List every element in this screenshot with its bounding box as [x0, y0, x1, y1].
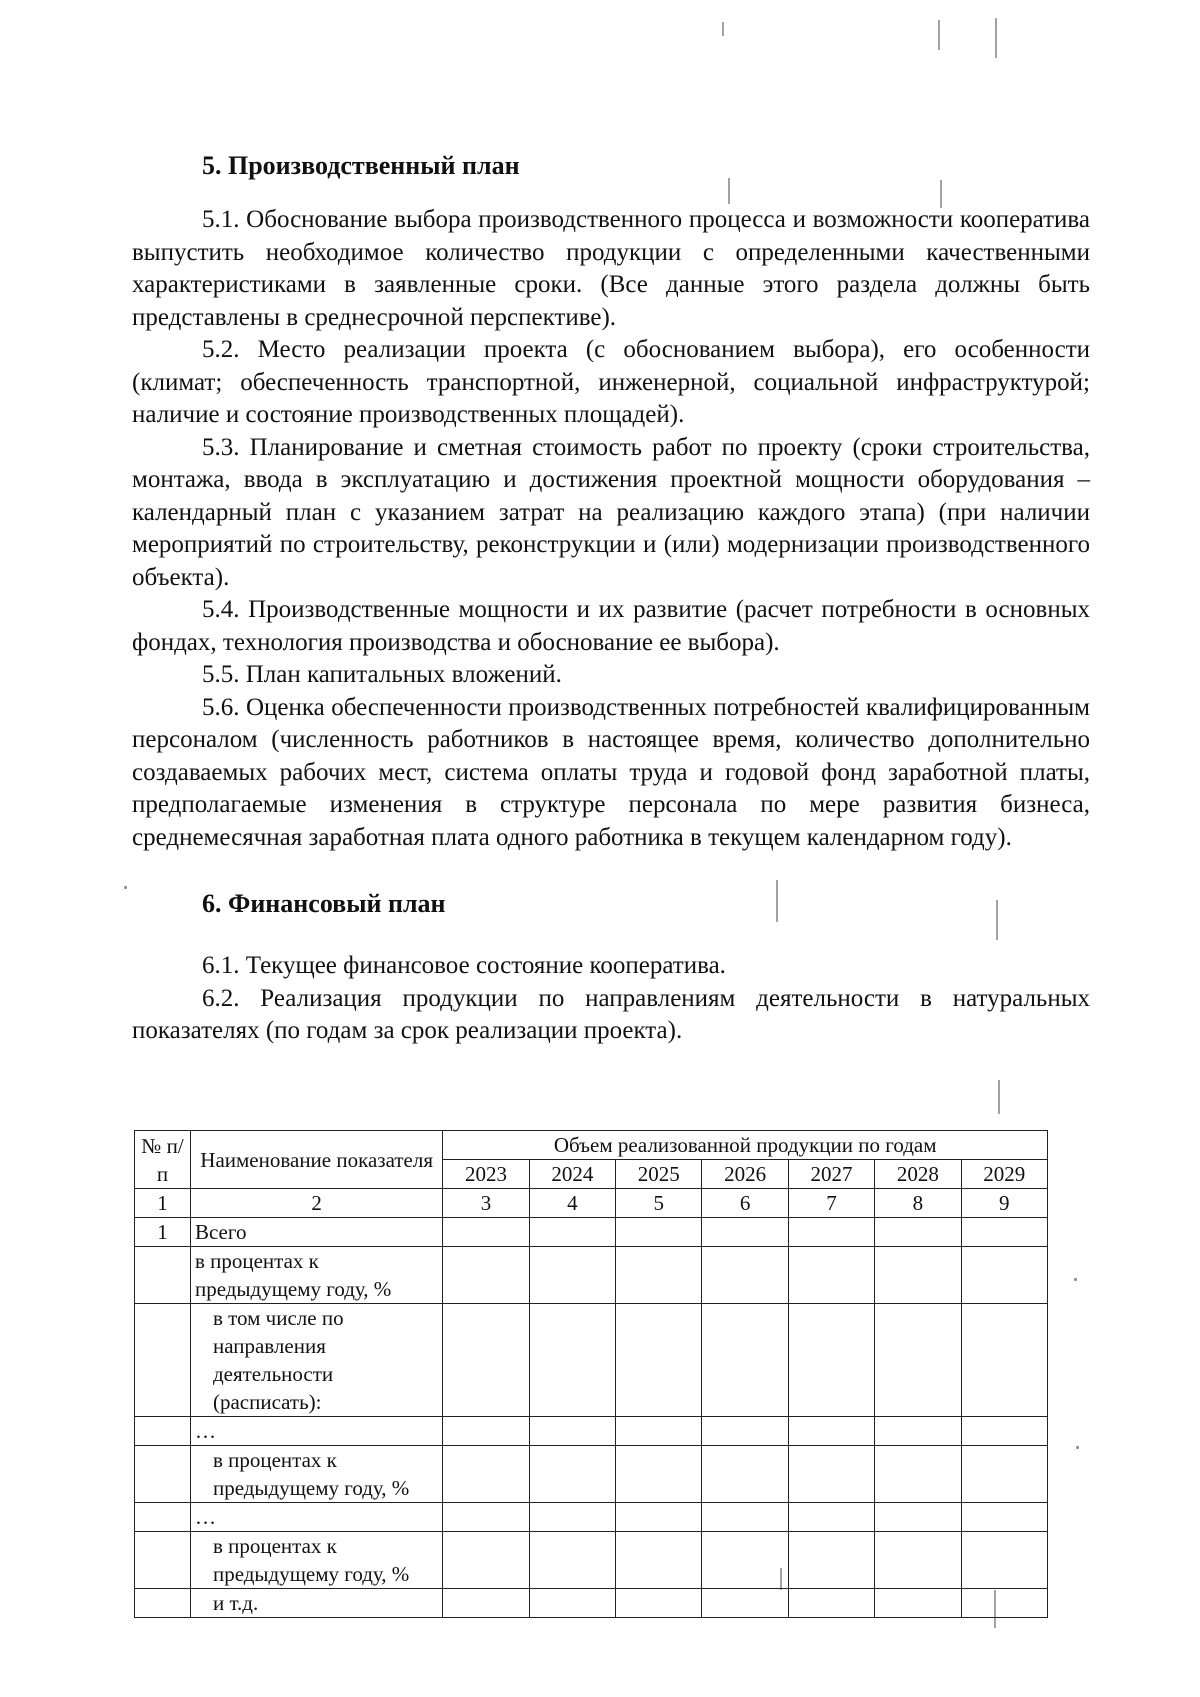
header-year: 2028 — [875, 1160, 961, 1189]
table-cell — [443, 1589, 529, 1618]
table-cell — [788, 1503, 874, 1532]
paragraph-5-3: 5.3. Планирование и сметная стоимость работ по проекту (сроки строительства, монтажа, ввода в эксплуатацию и достижения проектной мощности оборудования – календарный план с указанием затрат на реализацию каждого этапа) (при наличии мероприятий по строительству, реконструкции и (или) модернизации производственного объекта). — [132, 433, 1090, 591]
header-indicator-name: Наименование показателя — [190, 1131, 442, 1189]
row-number — [135, 1503, 191, 1532]
row-indicator: в процентах к предыдущему году, % — [190, 1532, 442, 1589]
table-cell — [616, 1532, 702, 1589]
table-cell — [443, 1247, 529, 1304]
table-cell — [529, 1532, 615, 1589]
table-cell — [788, 1446, 874, 1503]
table-row — [135, 1247, 1048, 1304]
table-cell — [702, 1589, 788, 1618]
paragraph-5-2: 5.2. Место реализации проекта (с обоснованием выбора), его особенности (климат; обеспеченность транспортной, инженерной, социальной инфраструктурой; наличие и состояние производственных площадей). — [132, 336, 1090, 428]
header-year: 2025 — [616, 1160, 702, 1189]
table-cell — [702, 1218, 788, 1247]
table-cell — [616, 1304, 702, 1417]
row-indicator: в процентах к предыдущему году, % — [190, 1247, 442, 1304]
scan-artifact — [938, 20, 940, 50]
table-cell — [443, 1503, 529, 1532]
row-indicator: в процентах к предыдущему году, % — [190, 1446, 442, 1503]
table-cell — [875, 1503, 961, 1532]
table-row — [135, 1218, 1048, 1247]
table-cell — [616, 1446, 702, 1503]
table-cell — [529, 1218, 615, 1247]
row-number — [135, 1247, 191, 1304]
scan-artifact — [722, 22, 724, 36]
header-year: 2027 — [788, 1160, 874, 1189]
table-cell — [529, 1304, 615, 1417]
paragraph-6-2: 6.2. Реализация продукции по направлениям деятельности в натуральных показателях (по годам за срок реализации проекта). — [132, 984, 1090, 1044]
table-cell — [961, 1247, 1047, 1304]
row-number — [135, 1589, 191, 1618]
paragraph-5-5: 5.5. План капитальных вложений. — [202, 661, 562, 688]
table-row — [135, 1589, 1048, 1618]
column-number: 5 — [616, 1189, 702, 1218]
table-cell — [961, 1218, 1047, 1247]
table-row — [135, 1304, 1048, 1417]
column-number: 4 — [529, 1189, 615, 1218]
row-indicator: … — [190, 1503, 442, 1532]
table-cell — [616, 1503, 702, 1532]
header-year: 2023 — [443, 1160, 529, 1189]
sales-volume-table — [134, 1130, 1048, 1618]
table-cell — [961, 1446, 1047, 1503]
row-number — [135, 1446, 191, 1503]
table-cell — [788, 1304, 874, 1417]
table-cell — [702, 1247, 788, 1304]
table-cell — [702, 1417, 788, 1446]
row-indicator: Всего — [190, 1218, 442, 1247]
row-number — [135, 1417, 191, 1446]
table-cell — [875, 1532, 961, 1589]
table-cell — [529, 1446, 615, 1503]
table-column-numbers-row — [135, 1189, 1048, 1218]
table-cell — [702, 1304, 788, 1417]
paragraph-5-6: 5.6. Оценка обеспеченности производственных потребностей квалифицированным персоналом (численность работников в настоящее время, количество дополнительно создаваемых рабочих мест, система оплаты труда и годовой фонд заработной платы, предполагаемые изменения в структуре персонала по мере развития бизнеса, среднемесячная заработная плата одного работника в текущем календарном году). — [132, 693, 1090, 851]
column-number: 8 — [875, 1189, 961, 1218]
paragraph-5-1: 5.1. Обоснование выбора производственного процесса и возможности кооператива выпустить необходимое количество продукции с определенными качественными характеристиками в заявленные сроки. (Все данные этого раздела должны быть представлены в среднесрочной перспективе). — [132, 206, 1090, 331]
table-row — [135, 1446, 1048, 1503]
row-indicator: … — [190, 1417, 442, 1446]
table-cell — [788, 1417, 874, 1446]
scan-artifact — [998, 1080, 1000, 1114]
table-cell — [616, 1417, 702, 1446]
table-cell — [961, 1503, 1047, 1532]
table-cell — [788, 1589, 874, 1618]
table-header-row — [135, 1131, 1048, 1160]
table-cell — [788, 1532, 874, 1589]
table-cell — [529, 1503, 615, 1532]
table-cell — [788, 1247, 874, 1304]
column-number: 1 — [135, 1189, 191, 1218]
paragraph-6-1: 6.1. Текущее финансовое состояние кооператива. — [202, 952, 726, 979]
column-number: 9 — [961, 1189, 1047, 1218]
table-body — [135, 1218, 1048, 1618]
table-cell — [702, 1446, 788, 1503]
table-row — [135, 1503, 1048, 1532]
row-number — [135, 1304, 191, 1417]
section-6-title: 6. Финансовый план — [202, 889, 446, 918]
table-row — [135, 1417, 1048, 1446]
table-cell — [529, 1589, 615, 1618]
header-sales-by-year: Объем реализованной продукции по годам — [443, 1131, 1048, 1160]
row-number: 1 — [135, 1218, 191, 1247]
scan-artifact — [124, 886, 127, 889]
scan-artifact — [1074, 1278, 1077, 1281]
table-cell — [875, 1417, 961, 1446]
table-cell — [875, 1247, 961, 1304]
header-year: 2026 — [702, 1160, 788, 1189]
table-cell — [616, 1247, 702, 1304]
header-year: 2024 — [529, 1160, 615, 1189]
document-page — [132, 150, 1090, 1048]
row-indicator: и т.д. — [190, 1589, 442, 1618]
table-cell — [961, 1589, 1047, 1618]
table-cell — [788, 1218, 874, 1247]
table-cell — [961, 1417, 1047, 1446]
table-cell — [702, 1503, 788, 1532]
table-cell — [616, 1589, 702, 1618]
column-number: 3 — [443, 1189, 529, 1218]
column-number: 2 — [190, 1189, 442, 1218]
header-year: 2029 — [961, 1160, 1047, 1189]
table-cell — [443, 1532, 529, 1589]
table-cell — [443, 1417, 529, 1446]
scan-artifact — [995, 18, 997, 58]
table-cell — [443, 1446, 529, 1503]
row-indicator: в том числе по направления деятельности (расписать): — [190, 1304, 442, 1417]
table-cell — [702, 1532, 788, 1589]
scan-artifact — [1076, 1446, 1079, 1449]
table-cell — [616, 1218, 702, 1247]
table-cell — [875, 1589, 961, 1618]
column-number: 7 — [788, 1189, 874, 1218]
table-cell — [443, 1304, 529, 1417]
table-cell — [961, 1532, 1047, 1589]
table-cell — [875, 1218, 961, 1247]
table-cell — [875, 1446, 961, 1503]
section-5-title: 5. Производственный план — [202, 151, 520, 180]
table-cell — [443, 1218, 529, 1247]
table-cell — [961, 1304, 1047, 1417]
paragraph-5-4: 5.4. Производственные мощности и их развитие (расчет потребности в основных фондах, технология производства и обоснование ее выбора). — [132, 596, 1090, 656]
column-number: 6 — [702, 1189, 788, 1218]
header-number: № п/п — [135, 1131, 191, 1189]
table-cell — [529, 1417, 615, 1446]
table-row — [135, 1532, 1048, 1589]
table-cell — [875, 1304, 961, 1417]
table-cell — [529, 1247, 615, 1304]
row-number — [135, 1532, 191, 1589]
